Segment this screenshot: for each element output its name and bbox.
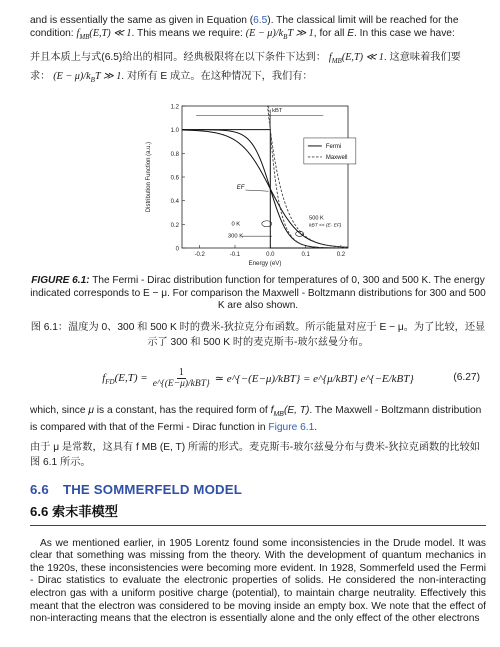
section-heading-cn: 6.6 索末菲模型 [30, 501, 486, 526]
legend-maxwell-label: Maxwell [325, 155, 348, 162]
equation-number: (6.27) [453, 371, 480, 383]
y-tick-label: 0.2 [170, 222, 179, 229]
y-tick-label: 1.0 [170, 128, 179, 135]
figure-caption [30, 275, 486, 313]
x-tick-label: -0.2 [194, 252, 205, 259]
label-500k-cond: kBT << (E- EF) [309, 223, 342, 229]
section-heading-en: 6.6 THE SOMMERFELD MODEL [30, 481, 243, 497]
equation-link[interactable]: 6.5 [253, 15, 268, 26]
math-inline: E [347, 28, 354, 39]
after-equation-paragraph: which, since μ is a constant, has the required form of $f_{MB}(E$, T). The Maxwell - Boltzmann distribution is compared with that of the Fermi - Dirac function in Figure 6.1. [30, 404, 482, 433]
math-inline: $(E - \mu)/k_BT$ ≫ 1 [245, 28, 314, 42]
x-axis-label: Energy (eV) [248, 260, 282, 268]
y-tick-label: 0.8 [170, 151, 179, 158]
legend-fermi-label: Fermi [325, 144, 342, 151]
x-tick-label: 0.0 [266, 252, 275, 259]
chinese-paragraph-1: 并且本质上与式(6.5)给出的相同。经典极限将在以下条件下达到： $f_{MB}(E,T)$ ≪ 1. 这意味着我们要 求： $(E - \mu)/k_BT$ ≫ 1. 对所有 E 成立。在这种情况下，我们有： [30, 52, 461, 85]
kt-label: kBT [272, 108, 283, 115]
text: . In this case we have: [354, 28, 455, 39]
ef-pointer [246, 190, 269, 191]
figure-caption-cn: 图 6.1：温度为 0、300 和 500 K 时的费米-狄拉克分布函数。所示能量对应于 E − μ。为了比较，还显 示了 300 和 500 K 时的麦克斯韦-玻尔兹曼分布。 [30, 321, 486, 348]
text: condition: [30, 28, 74, 39]
equation-rhs: ≃ e^{−(E−μ)/kBT} = e^{μ/kBT} e^{−E/kBT} [214, 373, 414, 386]
y-tick-label: 0 [175, 246, 179, 253]
ef-label: EF [236, 184, 245, 191]
x-tick-label: -0.1 [229, 252, 241, 259]
figure-link[interactable]: Figure 6.1 [268, 421, 315, 433]
label-300k: 300 K [227, 233, 244, 240]
label-0k: 0 K [231, 221, 241, 228]
y-axis-label: Distribution Function (a.u.) [146, 141, 152, 213]
x-tick-label: 0.2 [336, 252, 346, 259]
y-tick-label: 1.2 [170, 104, 179, 111]
y-tick-label: 0.6 [170, 175, 179, 182]
fraction: $\frac{1}{\text{e\textasciicircum{}\{(E−μ)/kBT\}}}$ [152, 367, 210, 390]
top-paragraph [30, 14, 486, 44]
equation-6-27: $f_{FD}(E,T)$ = $\frac{1}{\text{e\textasciicircum{}\{(E−μ)/kBT\}}}$ ≃ e^{−(E−μ)/kBT} = e^{μ/kBT} e^{−E/kBT} (6.27) [102, 367, 480, 390]
text: . This means we require: [131, 28, 243, 39]
chinese-paragraph-2: 由于 μ 是常数，这具有 f MB (E, T) 所需的形式。麦克斯韦-玻尔兹曼分布与费米-狄拉克函数的比较如 图 6.1 所示。 [30, 441, 480, 468]
distribution-figure [140, 96, 360, 271]
math-inline: $f_{MB}(E,T)$ ≪ 1 [76, 28, 132, 42]
caption-label: FIGURE 6.1: [31, 275, 90, 287]
x-tick-label: 0.1 [301, 252, 310, 259]
sommerfeld-paragraph: As we mentioned earlier, in 1905 Lorentz found some inconsistencies in the Drude model. It was clear that something was missing from the theory. With the development of quantum mechanics in the 1920s, these inconsistencies were becoming more evident. In 1928, Sommerfeld used the Fermi - Dirac statistics to evaluate the electronic properties of solids. He considered the non-interacting electron gas with a uniform positive charge (potential), to maintain charge neutrality. Effectively this meant that the electron was considered to be moving inside an empty box. We note that the effect of non-interacting means that the electron is essentially alone and the only effect of the other electrons [30, 537, 486, 625]
text: and is essentially the same as given in Equation ( [30, 15, 254, 26]
distribution-chart [140, 96, 360, 271]
label-500k: 500 K [309, 215, 324, 222]
y-tick-label: 0.4 [170, 199, 179, 206]
caption-text: The Fermi - Dirac distribution function for temperatures of 0, 300 and 500 K. The energy indicated corresponds to E − μ. For comparison the Maxwell - Boltzmann distributions for 300 and 500 K are also shown. [30, 275, 486, 312]
text: , for all [313, 28, 345, 39]
text: ). The classical limit will be reached for the [267, 15, 459, 26]
